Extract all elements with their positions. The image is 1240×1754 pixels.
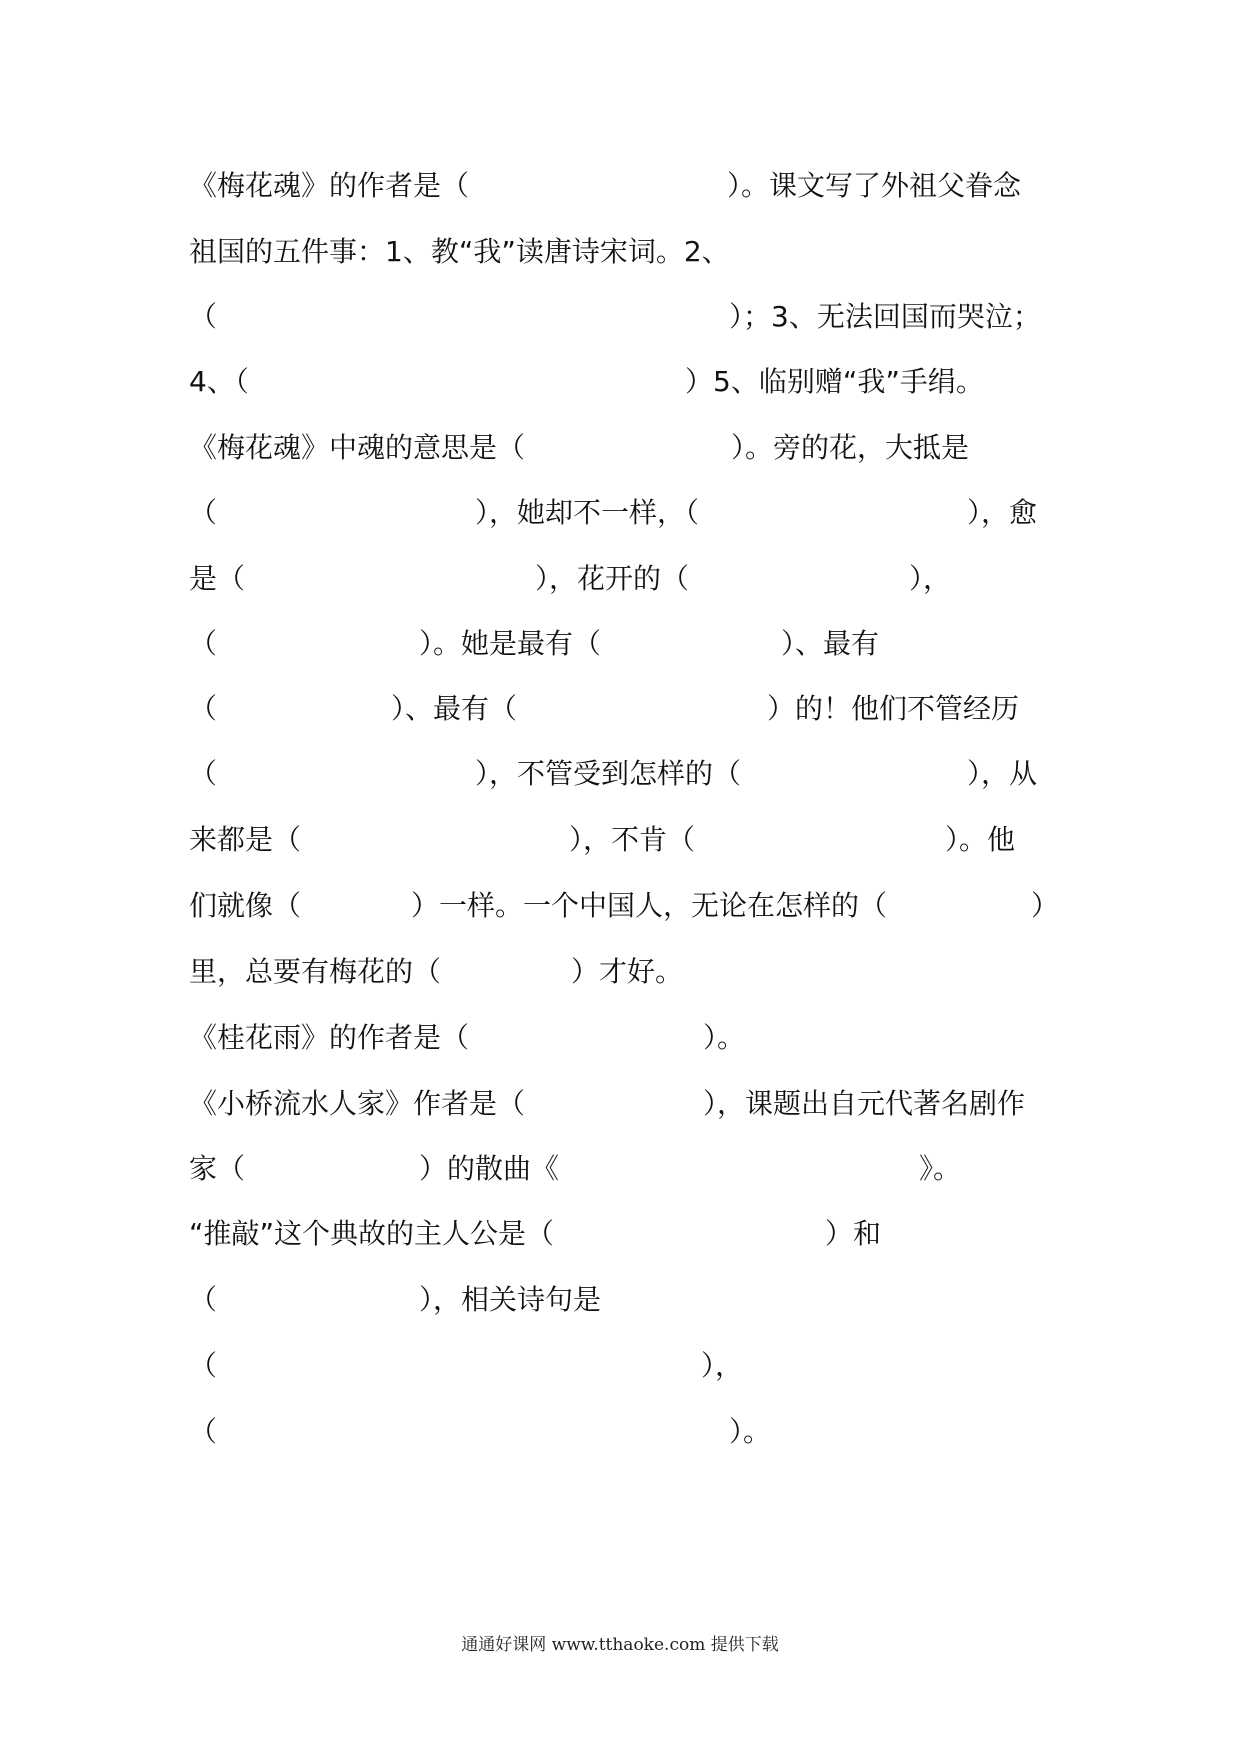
line-17-part-2: ）和 xyxy=(825,1217,882,1250)
text-line-16 xyxy=(189,1147,1059,1191)
line-8-part-3: ）、最有 xyxy=(781,627,880,660)
line-4-part-2: ）5、临别赠“我”手绢。 xyxy=(685,365,984,398)
line-7-part-2: ），花开的（ xyxy=(535,562,690,595)
line-14-part-2: ）。 xyxy=(703,1021,746,1054)
line-1-part-2: ）。课文写了外祖父眷念 xyxy=(727,169,1022,202)
line-20-part-1: （ xyxy=(189,1415,218,1448)
text-line-15 xyxy=(189,1082,1059,1126)
line-10-part-1: （ xyxy=(189,757,218,790)
text-line-6 xyxy=(189,491,1059,535)
text-line-13 xyxy=(189,950,1059,994)
line-12-part-2: ）一样。一个中国人，无论在怎样的（ xyxy=(411,889,888,922)
text-line-18 xyxy=(189,1278,1059,1322)
line-9-part-2: ）、最有（ xyxy=(391,692,518,725)
line-19-part-2: ）， xyxy=(701,1349,744,1382)
line-10-part-3: ），从 xyxy=(967,757,1038,790)
text-line-5 xyxy=(189,426,1059,470)
line-8-part-2: ）。她是最有（ xyxy=(419,627,602,660)
line-11-part-2: ），不肯（ xyxy=(569,823,696,856)
line-3-part-2: ）；3、无法回国而哭泣； xyxy=(729,300,1041,333)
line-7-part-1: 是（ xyxy=(189,562,246,595)
text-line-9 xyxy=(189,687,1059,731)
line-9-part-1: （ xyxy=(189,692,218,725)
footer-credit: 通通好课网 www.tthaoke.com 提供下载 xyxy=(461,1635,779,1655)
line-11-part-3: ）。他 xyxy=(945,823,1016,856)
line-2-part-1: 祖国的五件事：1、教“我”读唐诗宋词。2、 xyxy=(189,235,730,268)
line-10-part-2: ），不管受到怎样的（ xyxy=(475,757,742,790)
text-line-3 xyxy=(189,295,1059,339)
line-18-part-2: ），相关诗句是 xyxy=(419,1283,602,1316)
text-line-4 xyxy=(189,360,1059,404)
line-15-part-1: 《小桥流水人家》作者是（ xyxy=(189,1087,526,1120)
line-9-part-3: ）的！他们不管经历 xyxy=(767,692,1020,725)
line-16-part-2: ）的散曲《 xyxy=(419,1152,560,1185)
line-15-part-2: ），课题出自元代著名剧作 xyxy=(703,1087,1026,1120)
line-16-part-3: 》。 xyxy=(919,1152,962,1185)
line-14-part-1: 《桂花雨》的作者是（ xyxy=(189,1021,470,1054)
text-line-12 xyxy=(189,884,1059,928)
line-8-part-1: （ xyxy=(189,627,218,660)
line-3-part-1: （ xyxy=(189,300,218,333)
text-line-17 xyxy=(189,1212,1059,1256)
line-6-part-1: （ xyxy=(189,496,218,529)
text-line-7 xyxy=(189,557,1059,601)
text-line-19 xyxy=(189,1344,1059,1388)
line-16-part-1: 家（ xyxy=(189,1152,246,1185)
line-18-part-1: （ xyxy=(189,1283,218,1316)
line-11-part-1: 来都是（ xyxy=(189,823,302,856)
text-line-14 xyxy=(189,1016,1059,1060)
text-line-10 xyxy=(189,752,1059,796)
text-line-2 xyxy=(189,230,1059,274)
text-line-11 xyxy=(189,818,1059,862)
line-5-part-1: 《梅花魂》中魂的意思是（ xyxy=(189,431,526,464)
line-4-part-1: 4、（ xyxy=(189,365,249,398)
line-19-part-1: （ xyxy=(189,1349,218,1382)
line-17-part-1: “推敲”这个典故的主人公是（ xyxy=(189,1217,555,1250)
text-line-20 xyxy=(189,1410,1059,1454)
text-line-1 xyxy=(189,164,1059,208)
line-7-part-3: ）， xyxy=(909,562,952,595)
line-6-part-3: ），愈 xyxy=(967,496,1038,529)
line-1-part-1: 《梅花魂》的作者是（ xyxy=(189,169,470,202)
line-13-part-2: ）才好。 xyxy=(571,955,684,988)
line-13-part-1: 里，总要有梅花的（ xyxy=(189,955,442,988)
text-line-8 xyxy=(189,622,1059,666)
line-6-part-2: ），她却不一样，（ xyxy=(475,496,700,529)
line-5-part-2: ）。旁的花，大抵是 xyxy=(731,431,970,464)
line-12-part-3: ） xyxy=(1031,889,1060,922)
line-20-part-2: ）。 xyxy=(729,1415,772,1448)
line-12-part-1: 们就像（ xyxy=(189,889,302,922)
